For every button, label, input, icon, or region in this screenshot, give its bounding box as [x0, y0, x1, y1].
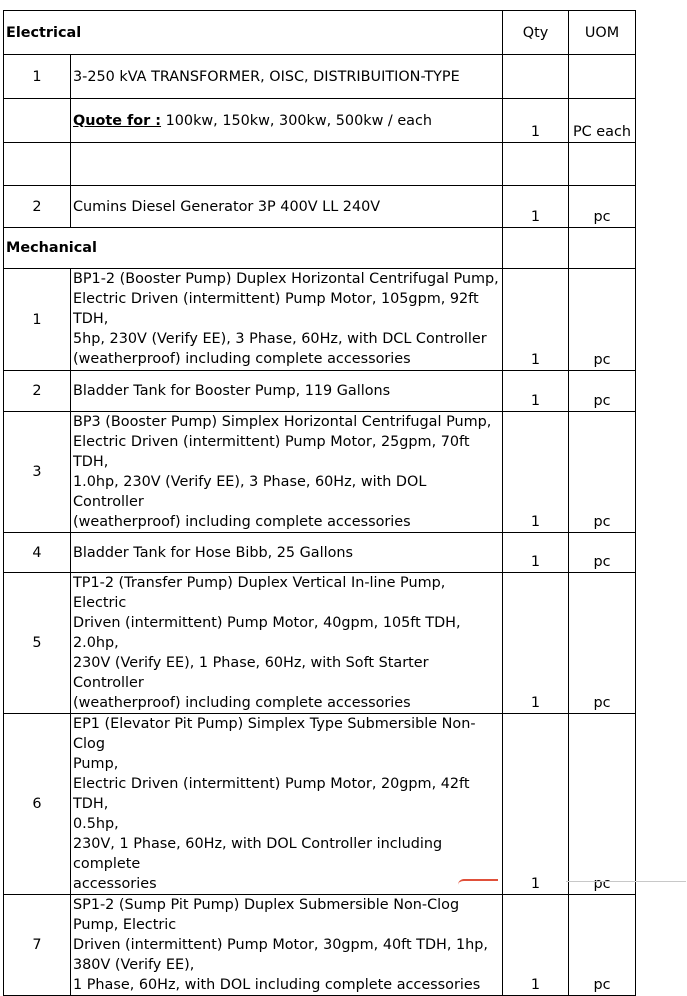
- item-uom: pc: [569, 412, 636, 533]
- item-qty: 1: [503, 371, 569, 412]
- item-uom: pc: [569, 573, 636, 714]
- item-qty: 1: [503, 533, 569, 573]
- item-uom: PC each: [569, 99, 636, 143]
- description-line: 1 Phase, 60Hz, with DOL including complete accessories: [73, 977, 481, 993]
- description-line: Driven (intermittent) Pump Motor, 30gpm, 40ft TDH, 1hp,: [73, 937, 488, 953]
- description-line: TDH,: [73, 311, 109, 327]
- quote-description: [71, 99, 503, 143]
- description-line: BP3 (Booster Pump) Simplex Horizontal Centrifugal Pump,: [73, 414, 492, 430]
- uom-header: UOM: [569, 11, 636, 55]
- item-description: [71, 714, 503, 895]
- section-mechanical: Mechanical: [4, 228, 503, 269]
- item-description: Cumins Diesel Generator 3P 400V LL 240V: [71, 186, 503, 228]
- item-description: [71, 533, 503, 573]
- item-uom: pc: [569, 371, 636, 412]
- description-line: 1.0hp, 230V (Verify EE), 3 Phase, 60Hz, with DOL Controller: [73, 474, 427, 510]
- quote-text: 100kw, 150kw, 300kw, 500kw / each: [161, 112, 433, 129]
- item-number: 2: [4, 371, 71, 412]
- item-number: 7: [4, 895, 71, 996]
- table-row: [4, 99, 636, 143]
- description-line: 5hp, 230V (Verify EE), 3 Phase, 60Hz, with DCL Controller: [73, 331, 487, 347]
- decorative-edge-line: [566, 881, 686, 886]
- item-qty: 1: [503, 573, 569, 714]
- section-electrical: Electrical: [4, 11, 503, 55]
- description-line: Bladder Tank for Booster Pump, 119 Gallons: [73, 383, 391, 399]
- description-line: 230V, 1 Phase, 60Hz, with DOL Controller including complete: [73, 836, 443, 872]
- item-number: 6: [4, 714, 71, 895]
- table-row: [4, 371, 636, 412]
- table-row: [4, 55, 636, 99]
- description-line: Electric Driven (intermittent) Pump Motor, 20gpm, 42ft TDH,: [73, 776, 470, 812]
- description-line: EP1 (Elevator Pit Pump) Simplex Type Submersible Non-Clog: [73, 716, 476, 752]
- description-line: accessories: [73, 876, 157, 892]
- item-uom: [569, 55, 636, 99]
- description-line: Electric Driven (intermittent) Pump Motor, 25gpm, 70ft TDH,: [73, 434, 470, 470]
- section-row: [4, 228, 636, 269]
- item-number: [4, 99, 71, 143]
- item-number: 5: [4, 573, 71, 714]
- table-row-empty: [4, 143, 636, 186]
- item-qty: 1: [503, 99, 569, 143]
- description-line: 0.5hp,: [73, 816, 119, 832]
- description-line: BP1-2 (Booster Pump) Duplex Horizontal Centrifugal Pump,: [73, 271, 499, 287]
- description-line: (weatherproof) including complete accessories: [73, 351, 411, 367]
- description-line: SP1-2 (Sump Pit Pump) Duplex Submersible Non-Clog: [73, 897, 460, 913]
- description-line: 380V (Verify EE),: [73, 957, 195, 973]
- item-description: [71, 269, 503, 371]
- item-qty: 1: [503, 269, 569, 371]
- bill-of-materials-table: [3, 10, 636, 996]
- item-qty: 1: [503, 714, 569, 895]
- quote-label: Quote for :: [73, 112, 162, 129]
- table-row: [4, 186, 636, 228]
- description-line: TP1-2 (Transfer Pump) Duplex Vertical In-line Pump, Electric: [73, 575, 446, 611]
- mechanical-items: [4, 269, 636, 996]
- item-number: 1: [4, 269, 71, 371]
- table-row: [4, 573, 636, 714]
- item-uom: pc: [569, 186, 636, 228]
- item-uom: pc: [569, 269, 636, 371]
- item-number: 4: [4, 533, 71, 573]
- table-row: [4, 412, 636, 533]
- description-line: Pump, Electric: [73, 917, 177, 933]
- item-qty: 1: [503, 895, 569, 996]
- description-line: 230V (Verify EE), 1 Phase, 60Hz, with Soft Starter Controller: [73, 655, 429, 691]
- description-line: (weatherproof) including complete accessories: [73, 514, 411, 530]
- item-qty: 1: [503, 186, 569, 228]
- table-row: [4, 895, 636, 996]
- qty-header: Qty: [503, 11, 569, 55]
- item-uom: pc: [569, 533, 636, 573]
- item-description: [71, 412, 503, 533]
- item-description: [71, 895, 503, 996]
- item-description: [71, 573, 503, 714]
- item-qty: 1: [503, 412, 569, 533]
- decorative-edge-mark: [458, 879, 498, 887]
- description-line: Pump,: [73, 756, 119, 772]
- item-qty: [503, 55, 569, 99]
- description-line: Bladder Tank for Hose Bibb, 25 Gallons: [73, 544, 354, 561]
- item-number: 1: [4, 55, 71, 99]
- item-description: 3-250 kVA TRANSFORMER, OISC, DISTRIBUITION-TYPE: [71, 55, 503, 99]
- header-row: [4, 11, 636, 55]
- table-row: [4, 269, 636, 371]
- item-number: 3: [4, 412, 71, 533]
- item-uom: pc: [569, 714, 636, 895]
- item-number: 2: [4, 186, 71, 228]
- item-description: [71, 371, 503, 412]
- item-uom: pc: [569, 895, 636, 996]
- description-line: Electric Driven (intermittent) Pump Motor, 105gpm, 92ft: [73, 291, 479, 307]
- table-row: [4, 714, 636, 895]
- table-row: [4, 533, 636, 573]
- description-line: Driven (intermittent) Pump Motor, 40gpm, 105ft TDH, 2.0hp,: [73, 615, 461, 651]
- description-line: (weatherproof) including complete accessories: [73, 695, 411, 711]
